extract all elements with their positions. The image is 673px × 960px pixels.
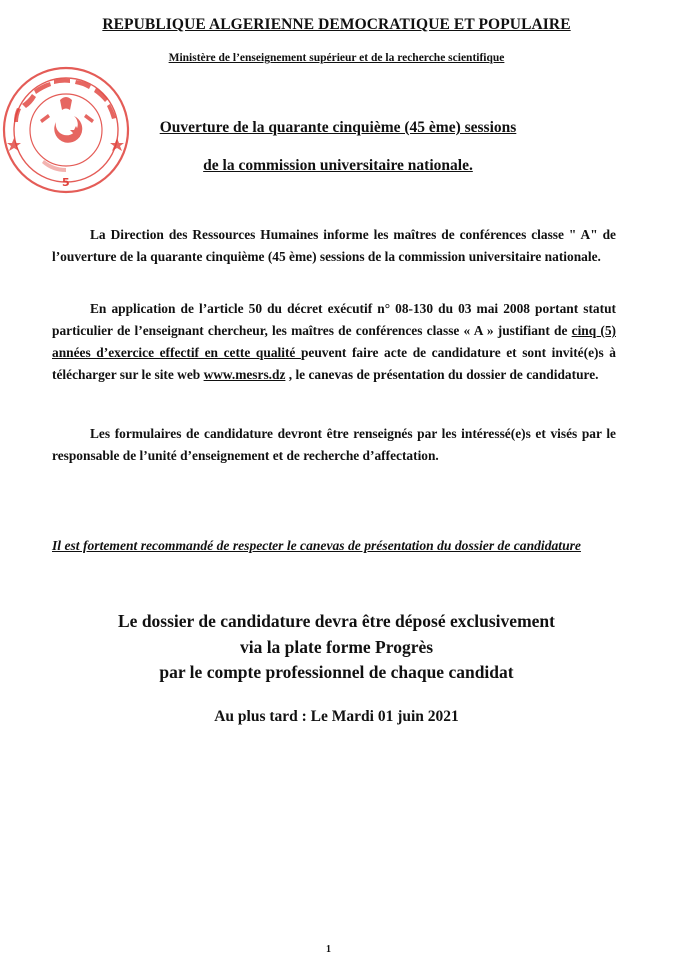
title-line-1: Ouverture de la quarante cinquième (45 ème) sessions [159,119,517,136]
stamp-number: 5 [62,176,70,189]
title-line-2: de la commission universitaire nationale. [203,157,473,174]
deadline: Au plus tard : Le Mardi 01 juin 2021 [214,708,459,725]
paragraph-eligibility [52,298,616,386]
eligibility-requirement: cinq (5) années d’exercice effectif en cette qualité [52,323,616,360]
official-stamp-icon [0,64,136,200]
deposit-line-2: via la plate forme Progrès [239,637,434,657]
deposit-line-3: par le compte professionnel de chaque candidat [159,662,514,682]
paragraph-announcement: La Direction des Ressources Humaines informe les maîtres de conférences classe " A" de l’ouverture de la quarante cinquième (45 ème) sessions de la commission universitaire nationale. [52,227,616,264]
republic-header: REPUBLIQUE ALGERIENNE DEMOCRATIQUE ET POPULAIRE [102,16,571,33]
recommendation-note: Il est fortement recommandé de respecter le canevas de présentation du dossier de candidature [52,538,581,553]
website-link[interactable]: www.mesrs.dz [203,367,286,382]
paragraph-forms: Les formulaires de candidature devront être renseignés par les intéressé(e)s et visés par le responsable de l’unité d’enseignement et de recherche d’affectation. [52,426,616,463]
eligibility-text-1: En application de l’article 50 du décret exécutif n° 08-130 du 03 mai 2008 portant statut particulier de l’enseignant chercheur, les maîtres de conférences classe « A » justifiant de [52,301,616,338]
eligibility-text-3: , le canevas de présentation du dossier de candidature. [285,367,599,382]
eligibility-text-2: peuvent faire acte de candidature et sont invité(e)s à télécharger sur le site web [52,345,616,382]
page-number: 1 [326,944,331,955]
deposit-line-1: Le dossier de candidature devra être déposé exclusivement [118,611,555,631]
ministry-header: Ministère de l’enseignement supérieur et de la recherche scientifique [168,52,505,64]
